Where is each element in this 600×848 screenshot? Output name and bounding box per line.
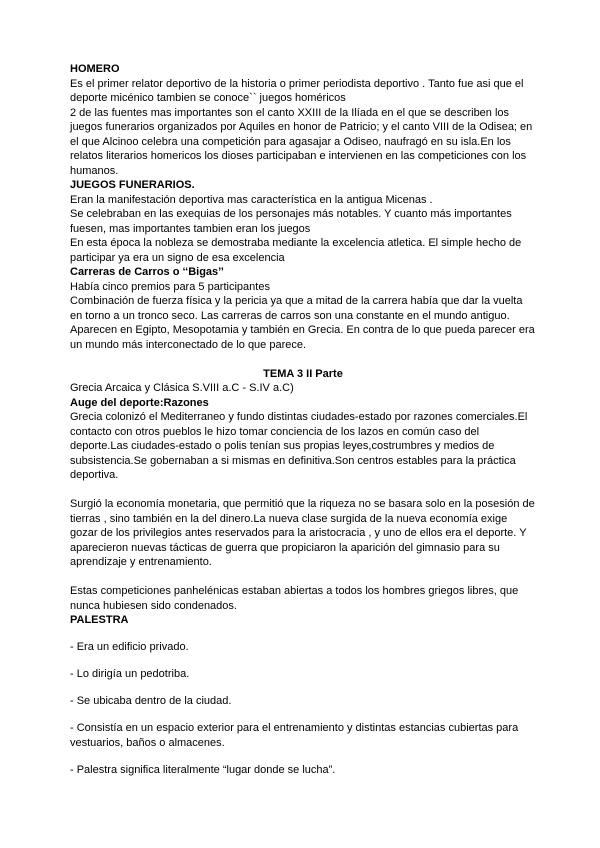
paragraph: Es el primer relator deportivo de la historia o primer periodista deportivo . Tanto fue asi que el deporte micénico tambien se conoce`` juegos homéricos <box>70 77 524 104</box>
blank-line <box>70 570 536 585</box>
paragraph: Grecia Arcaica y Clásica S.VIII a.C - S.IV a.C) <box>70 382 294 394</box>
paragraph: Se celebraban en las exequias de los personajes más notables. Y cuanto más importantes fuesen, mas importantes tambien eran los juegos <box>70 208 512 235</box>
paragraph: Surgió la economía monetaria, que permitió que la riqueza no se basara solo en la posesión de tierras , sino también en la del dinero.La nueva clase surgida de la nueva economía exige gozar de los privilegios antes reservados para la aristocracia , y uno de ellos era el deporte. Y aparecieron nuevas tácticas de guerra que propiciaron la aparición del gimnasio para su aprendizaje y entrenamiento. <box>70 498 535 568</box>
section-heading: JUEGOS FUNERARIOS. <box>70 179 195 191</box>
paragraph: Combinación de fuerza física y la pericia ya que a mitad de la carrera había que dar la vuelta <box>70 295 523 307</box>
document-content <box>70 62 536 777</box>
paragraph: en torno a un tronco seco. Las carreras de carros son una constante en el mundo antiguo. Aparecen en Egipto, Mesopotamia y también en Grecia. En contra de lo que pueda parecer era un mundo más interconectado de lo que parece. <box>70 309 535 351</box>
list-item: - Consistía en un espacio exterior para el entrenamiento y distintas estancias cubiertas para vestuarios, baños o almacenes. <box>70 722 519 749</box>
paragraph: En esta época la nobleza se demostraba mediante la excelencia atletica. El simple hecho de participar ya era un signo de esa excelencia <box>70 237 522 264</box>
paragraph: Eran la manifestación deportiva mas característica en la antigua Micenas . <box>70 193 433 206</box>
section-heading: Carreras de Carros o ‘‘Bigas’’ <box>70 266 224 278</box>
section-heading: PALESTRA <box>70 614 129 626</box>
list-item: - Era un edificio privado. <box>70 641 189 653</box>
paragraph: Estas competiciones panhelénicas estaban abiertas a todos los hombres griegos libres, que nunca hubiesen sido condenados. <box>70 585 519 612</box>
list-item: - Palestra significa literalmente “lugar donde se lucha”. <box>70 763 336 776</box>
section-heading: HOMERO <box>70 63 120 75</box>
paragraph: 2 de las fuentes mas importantes son el canto XXIII de la Ilíada en el que se describen los juegos funerarios organizados por Aquiles en honor de Patricio; y el canto VIII de la Odisea; en el que Alcinoo celebra una competición para agasajar a Odiseo, naufragó en su isla.En los relatos literarios homericos los dioses participaban e intervienen en las competiciones con los humanos. <box>70 106 533 177</box>
list-item: - Lo dirigía un pedotriba. <box>70 668 190 680</box>
centered-heading: TEMA 3 II Parte <box>263 367 343 380</box>
list-item: - Se ubicaba dentro de la ciudad. <box>70 695 232 707</box>
section-heading: Auge del deporte:Razones <box>70 396 209 409</box>
paragraph: Grecia colonizó el Mediterraneo y fundo distintas ciudades-estado por razones comerciales.El contacto con otros pueblos le hizo tomar conciencia de los lazos en común caso del deporte.Las ciudades-estado o polis tenían sus propias leyes,costrumbres y medios de subsistencia.Se gobernaban a si mismas en definitiva.Son centros estables para la práctica deportiva. <box>70 411 528 481</box>
blank-line <box>70 352 536 367</box>
paragraph: Había cinco premios para 5 participantes <box>70 280 270 293</box>
blank-line <box>70 483 536 498</box>
